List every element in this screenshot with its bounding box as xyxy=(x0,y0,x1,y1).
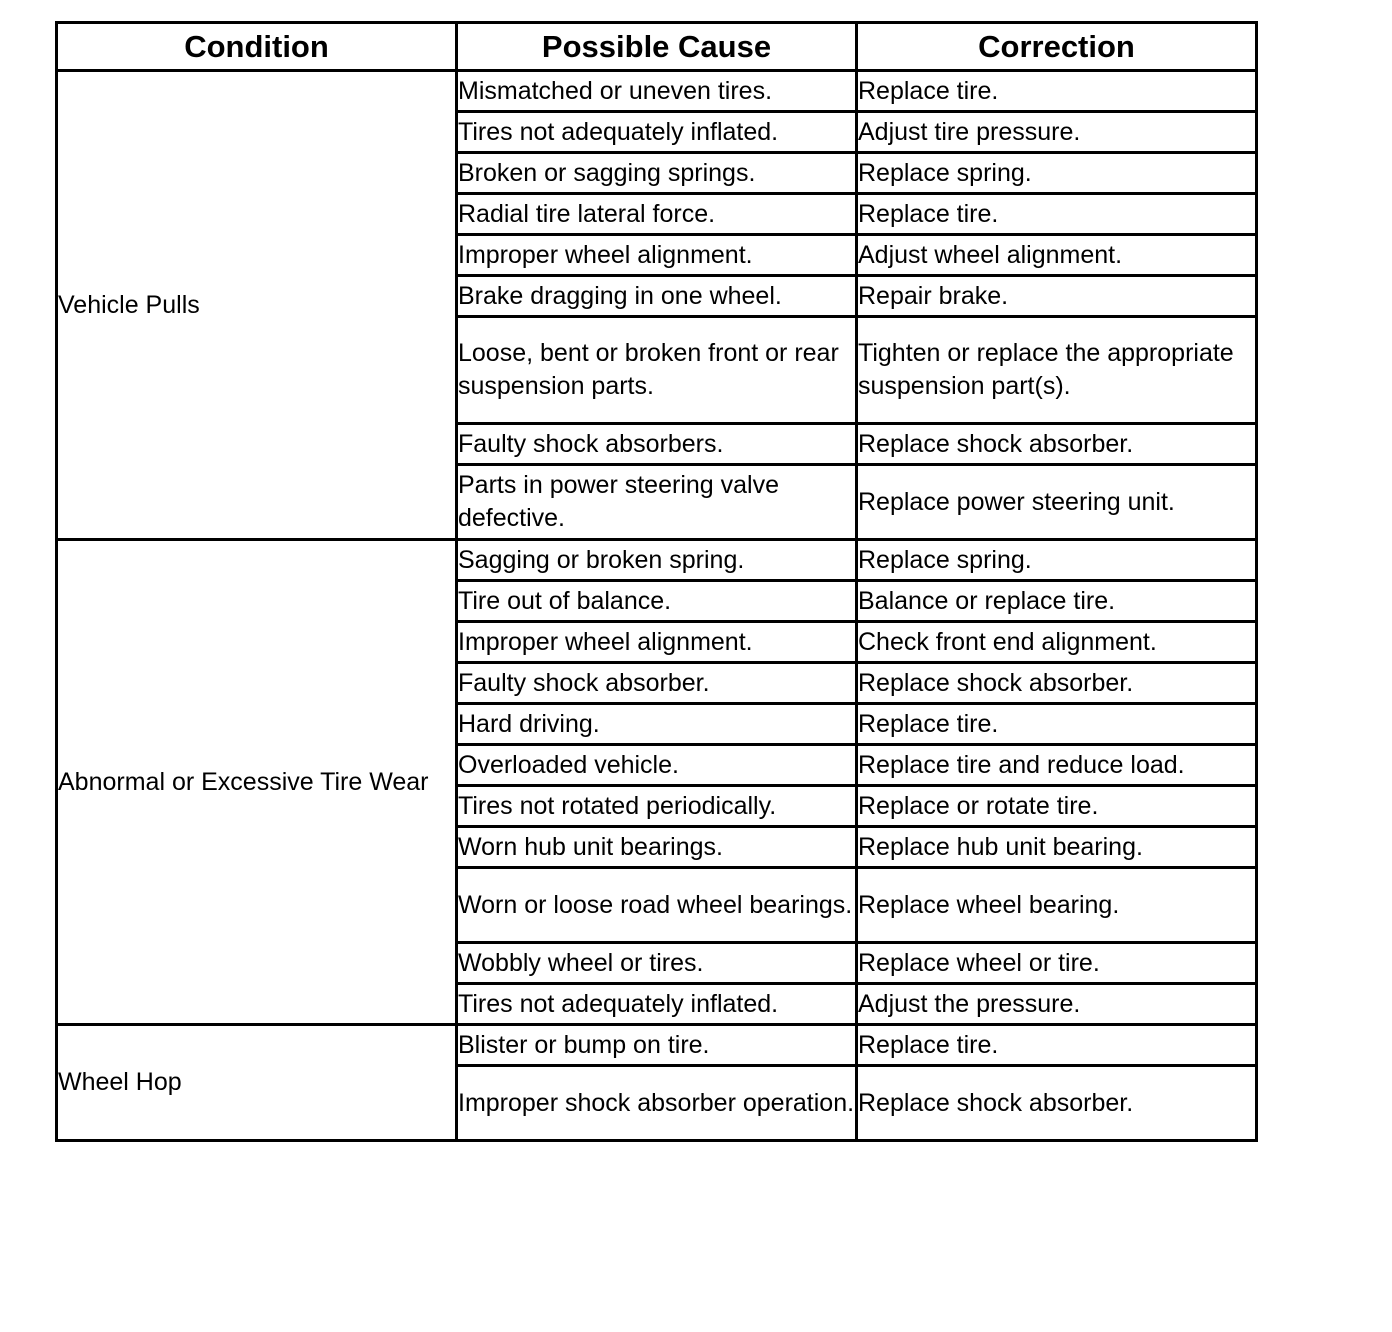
troubleshooting-table xyxy=(55,21,1258,1142)
cause-cell: Worn hub unit bearings. xyxy=(457,827,857,868)
table-row xyxy=(57,1025,1257,1066)
cause-cell: Tires not rotated periodically. xyxy=(457,786,857,827)
correction-cell: Replace tire. xyxy=(857,704,1257,745)
correction-cell: Replace wheel bearing. xyxy=(857,868,1257,943)
cause-cell: Loose, bent or broken front or rear suspension parts. xyxy=(457,317,857,424)
header-row xyxy=(57,23,1257,71)
correction-cell: Balance or replace tire. xyxy=(857,581,1257,622)
correction-cell: Adjust tire pressure. xyxy=(857,112,1257,153)
cause-cell: Parts in power steering valve defective. xyxy=(457,465,857,540)
cause-cell: Faulty shock absorber. xyxy=(457,663,857,704)
header-possible-cause: Possible Cause xyxy=(457,23,857,71)
cause-cell: Broken or sagging springs. xyxy=(457,153,857,194)
table-row xyxy=(57,540,1257,581)
correction-cell: Replace shock absorber. xyxy=(857,663,1257,704)
cause-cell: Mismatched or uneven tires. xyxy=(457,71,857,112)
cause-cell: Sagging or broken spring. xyxy=(457,540,857,581)
cause-cell: Overloaded vehicle. xyxy=(457,745,857,786)
cause-cell: Faulty shock absorbers. xyxy=(457,424,857,465)
cause-cell: Worn or loose road wheel bearings. xyxy=(457,868,857,943)
cause-cell: Improper wheel alignment. xyxy=(457,622,857,663)
cause-cell: Radial tire lateral force. xyxy=(457,194,857,235)
troubleshooting-table-container xyxy=(55,21,1258,1153)
cause-cell: Tires not adequately inflated. xyxy=(457,984,857,1025)
correction-cell: Replace spring. xyxy=(857,153,1257,194)
condition-cell: Abnormal or Excessive Tire Wear xyxy=(57,540,457,1025)
correction-cell: Repair brake. xyxy=(857,276,1257,317)
correction-cell: Replace or rotate tire. xyxy=(857,786,1257,827)
correction-cell: Replace tire and reduce load. xyxy=(857,745,1257,786)
correction-cell: Replace spring. xyxy=(857,540,1257,581)
correction-cell: Replace shock absorber. xyxy=(857,1066,1257,1141)
correction-cell: Replace shock absorber. xyxy=(857,424,1257,465)
header-correction: Correction xyxy=(857,23,1257,71)
cause-cell: Wobbly wheel or tires. xyxy=(457,943,857,984)
correction-cell: Adjust the pressure. xyxy=(857,984,1257,1025)
cause-cell: Hard driving. xyxy=(457,704,857,745)
cause-cell: Improper wheel alignment. xyxy=(457,235,857,276)
correction-cell: Replace tire. xyxy=(857,1025,1257,1066)
correction-cell: Replace tire. xyxy=(857,71,1257,112)
cause-cell: Blister or bump on tire. xyxy=(457,1025,857,1066)
cause-cell: Tires not adequately inflated. xyxy=(457,112,857,153)
correction-cell: Replace power steering unit. xyxy=(857,465,1257,540)
header-condition: Condition xyxy=(57,23,457,71)
correction-cell: Replace hub unit bearing. xyxy=(857,827,1257,868)
cause-cell: Tire out of balance. xyxy=(457,581,857,622)
condition-cell: Vehicle Pulls xyxy=(57,71,457,540)
cause-cell: Improper shock absorber operation. xyxy=(457,1066,857,1141)
correction-cell: Replace wheel or tire. xyxy=(857,943,1257,984)
condition-cell: Wheel Hop xyxy=(57,1025,457,1141)
correction-cell: Replace tire. xyxy=(857,194,1257,235)
correction-cell: Tighten or replace the appropriate suspension part(s). xyxy=(857,317,1257,424)
cause-cell: Brake dragging in one wheel. xyxy=(457,276,857,317)
correction-cell: Adjust wheel alignment. xyxy=(857,235,1257,276)
table-row xyxy=(57,71,1257,112)
correction-cell: Check front end alignment. xyxy=(857,622,1257,663)
